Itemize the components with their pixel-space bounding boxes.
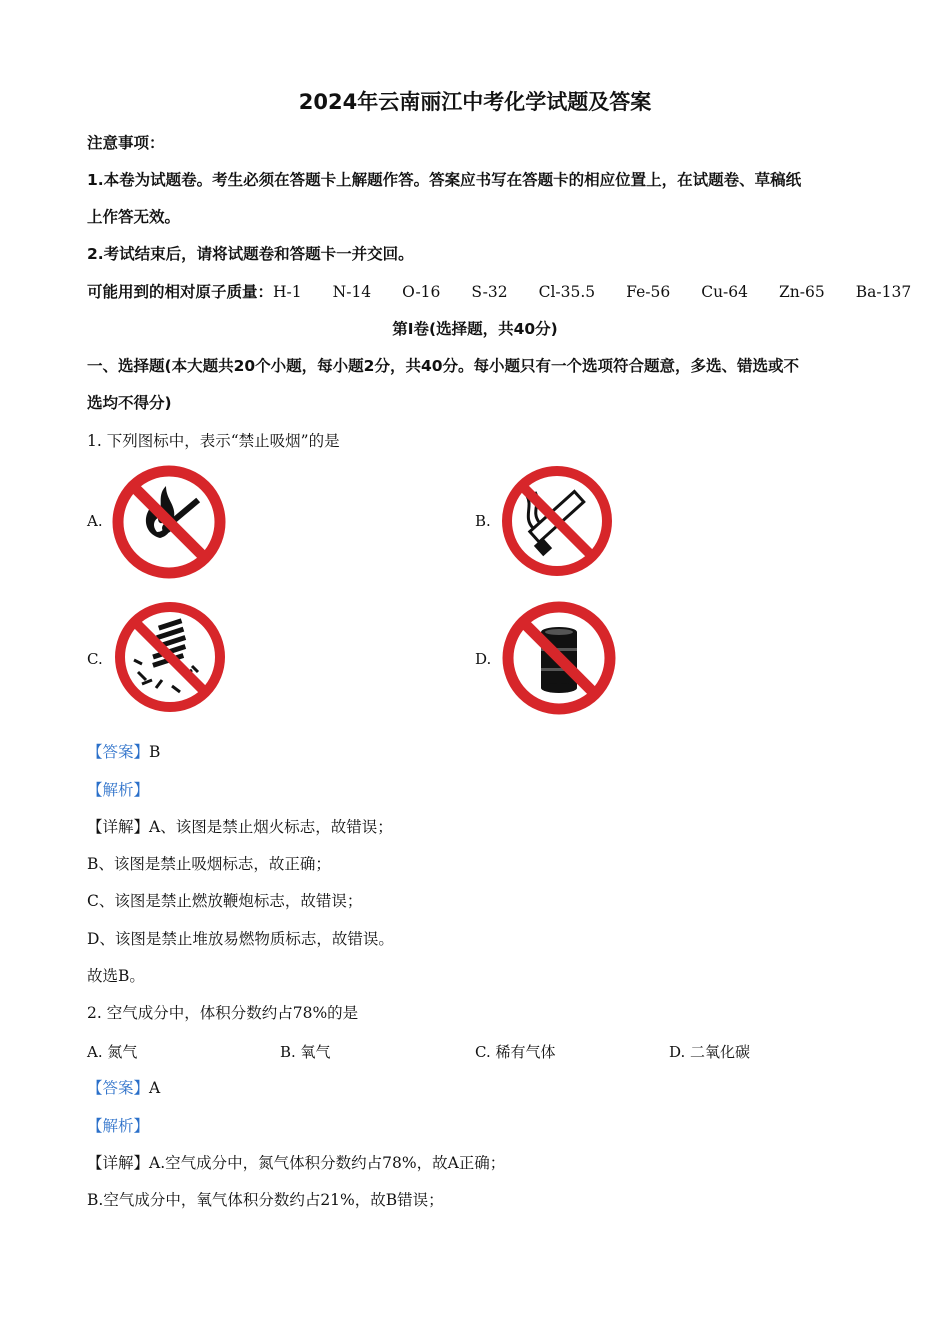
q1-answer — [87, 742, 160, 762]
notice-item-1: 1.本卷为试题卷。考生必须在答题卡上解题作答。答案应书写在答题卡的相应位置上，在试题卷、草稿纸 — [87, 171, 802, 189]
q1-stem: 1. 下列图标中，表示“禁止吸烟”的是 — [87, 432, 340, 450]
notice-item-1-cont: 上作答无效。 — [87, 208, 181, 226]
atomic-mass-item: H-1 — [273, 283, 302, 301]
atomic-mass-item: N-14 — [332, 283, 372, 301]
section-title: 第Ⅰ卷(选择题，共40分) — [392, 320, 558, 338]
atomic-mass-item: Ba-137 — [855, 283, 912, 301]
page-title: 2024年云南丽江中考化学试题及答案 — [298, 90, 652, 114]
q1-detail-d: D、该图是禁止堆放易燃物质标志，故错误。 — [87, 930, 394, 948]
atomic-mass-item: O-16 — [402, 283, 441, 301]
q2-detail-b: B.空气成分中，氧气体积分数约占21%，故B错误； — [87, 1191, 444, 1209]
section-desc-cont: 选均不得分) — [87, 394, 172, 412]
atomic-mass-label: 可能用到的相对原子质量： — [87, 283, 274, 301]
atomic-mass-item: Cl-35.5 — [538, 283, 596, 301]
q2-option-a: A. 氮气 — [87, 1043, 138, 1061]
notice-item-2: 2.考试结束后，请将试题卷和答题卡一并交回。 — [87, 245, 414, 263]
atomic-mass-item: Fe-56 — [626, 283, 671, 301]
q2-stem: 2. 空气成分中，体积分数约占78%的是 — [87, 1004, 359, 1022]
q2-detail-a — [87, 1153, 505, 1173]
q1-analysis-tag: 【解析】 — [87, 781, 150, 799]
q2-detail-a-text: A.空气成分中，氮气体积分数约占78%，故A正确； — [149, 1154, 506, 1172]
q1-detail-a-text: A、该图是禁止烟火标志，故错误； — [149, 818, 393, 836]
section-desc: 一、选择题(本大题共20个小题，每小题2分，共40分。每小题只有一个选项符合题意，多选、错选或不 — [87, 357, 800, 375]
atomic-mass-list — [273, 283, 911, 301]
detail-tag: 【详解】 — [87, 1154, 150, 1172]
q1-option-d-label: D. — [475, 650, 492, 668]
q2-option-b: B. 氧气 — [280, 1043, 331, 1061]
q2-option-c: C. 稀有气体 — [475, 1043, 556, 1061]
q1-conclusion: 故选B。 — [87, 967, 145, 985]
answer-tag: 【答案】 — [87, 743, 150, 761]
notice-heading: 注意事项： — [87, 134, 165, 152]
q2-option-d: D. 二氧化碳 — [669, 1043, 751, 1061]
q1-option-c-label: C. — [87, 650, 103, 668]
no-open-flame-icon — [110, 464, 228, 580]
no-flammable-storage-icon — [500, 600, 618, 716]
q2-answer-value: A — [149, 1079, 161, 1097]
q1-option-a-label: A. — [87, 512, 103, 530]
no-smoking-icon — [499, 464, 615, 578]
q2-analysis-tag: 【解析】 — [87, 1117, 150, 1135]
atomic-mass-item: S-32 — [471, 283, 508, 301]
q1-answer-value: B — [149, 743, 161, 761]
atomic-mass-item: Cu-64 — [701, 283, 749, 301]
answer-tag: 【答案】 — [87, 1079, 150, 1097]
atomic-mass-row — [87, 282, 911, 302]
q1-detail-b: B、该图是禁止吸烟标志，故正确； — [87, 855, 331, 873]
detail-tag: 【详解】 — [87, 818, 150, 836]
q1-detail-a — [87, 817, 393, 837]
atomic-mass-item: Zn-65 — [779, 283, 825, 301]
no-firecrackers-icon — [112, 600, 228, 714]
q1-option-b-label: B. — [475, 512, 491, 530]
q2-answer — [87, 1078, 160, 1098]
q1-detail-c: C、该图是禁止燃放鞭炮标志，故错误； — [87, 892, 363, 910]
